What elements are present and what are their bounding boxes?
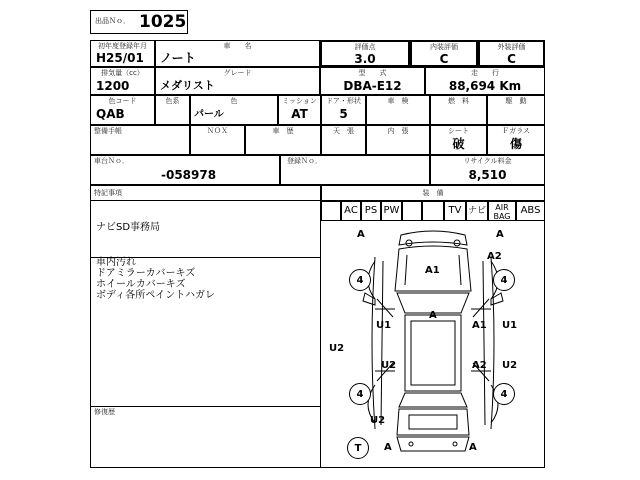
equip-navi: ナビ [466, 201, 488, 221]
service-book-cell [90, 125, 190, 155]
tire-front-left-icon: 4 [349, 269, 371, 291]
color-code-label: 色コード [108, 97, 137, 105]
model-code-label: 型 式 [358, 69, 387, 77]
recycle-fee-label: リサイクル料金 [463, 157, 512, 165]
color-system-label: 色系 [165, 97, 180, 105]
drive-label: 駆 動 [505, 97, 527, 105]
damage-a1-right: A1 [472, 320, 487, 331]
equip-blank-2 [422, 201, 444, 221]
damage-u1-right: U1 [502, 320, 518, 331]
service-book-label: 整備手帳 [94, 127, 122, 135]
front-glass-cell [487, 125, 545, 155]
equip-tv: TV [444, 201, 466, 221]
score-label: 評価点 [354, 43, 376, 51]
damage-u2-left-side: U2 [329, 343, 345, 354]
exterior-grade-cell [478, 40, 545, 67]
remarks-header [90, 185, 321, 201]
damage-rear-left: A [384, 442, 392, 453]
reg-date-value: H25/01 [96, 51, 144, 65]
color-cell [190, 95, 278, 125]
remarks-label: 特記事項 [94, 189, 122, 197]
color-code-cell [90, 95, 155, 125]
transmission-label: ミッション [282, 97, 317, 105]
color-system-cell [155, 95, 190, 125]
transmission-value: AT [291, 107, 308, 121]
damage-rear-right: A [469, 442, 477, 453]
score-cell [320, 40, 410, 67]
damage-front-right: A [496, 229, 504, 240]
equip-airbag: AIR BAG [488, 201, 516, 221]
seat-cell [430, 125, 487, 155]
equip-ps: PS [361, 201, 381, 221]
roof-lining-cell [321, 125, 366, 155]
damage-a2-front-right: A2 [487, 251, 502, 262]
interior-grade-cell [410, 40, 478, 67]
equip-abs: ABS [516, 201, 545, 221]
interior-grade-value: C [439, 52, 449, 66]
remarks-line-5: ボディ各所ペイントハガレ [96, 290, 215, 301]
grade-cell [155, 67, 320, 95]
reg-date-label: 初年度登録年月 [98, 42, 147, 50]
equipment-header [321, 185, 545, 201]
damage-u2-left-door: U2 [381, 360, 397, 371]
damage-a2-right-door: A2 [472, 360, 487, 371]
reg-number-cell [280, 155, 430, 185]
fuel-label: 燃 料 [448, 97, 469, 105]
chassis-label: 車台Ｎｏ． [94, 157, 129, 165]
exterior-grade-label: 外装評価 [497, 43, 526, 51]
nox-label: ＮＯＸ [207, 127, 228, 135]
score-value: 3.0 [354, 52, 376, 66]
model-label: 車 名 [223, 42, 252, 50]
seat-value: 破 [452, 137, 465, 151]
interior-grade-label: 内装評価 [430, 43, 458, 51]
doors-cell [321, 95, 366, 125]
front-glass-value: 傷 [509, 137, 522, 151]
remarks-line-3: ドアミラーカバーキズ [96, 268, 196, 279]
color-code-value: QAB [96, 107, 125, 121]
damage-u1-left: U1 [376, 320, 392, 331]
mileage-cell [425, 67, 545, 95]
equipment-label: 装 備 [422, 189, 444, 197]
recycle-fee-value: 8,510 [468, 168, 507, 182]
remarks-line-1: ナビSD事務局 [96, 222, 161, 233]
transmission-cell [278, 95, 321, 125]
damage-front-left: A [357, 229, 365, 240]
tire-front-right-icon: 4 [493, 269, 515, 291]
grade-label: グレード [223, 69, 252, 77]
repair-history-label: 修復歴 [94, 408, 115, 416]
inspection-cell [366, 95, 430, 125]
equip-ac: AC [341, 201, 361, 221]
reg-number-label: 登録Ｎｏ． [287, 157, 322, 165]
equip-pw: PW [381, 201, 402, 221]
exterior-grade-value: C [507, 52, 516, 66]
fuel-cell [430, 95, 487, 125]
damage-a1-hood: A1 [425, 265, 440, 276]
remarks-line-4: ホイールカバーキズ [96, 279, 186, 290]
recycle-fee-cell [430, 155, 545, 185]
mileage-value: 88,694 Km [448, 79, 522, 93]
roof-lining-label: 天 張 [333, 127, 354, 135]
lot-label: 出品Ｎｏ． [95, 17, 130, 25]
chassis-cell [90, 155, 280, 185]
remarks-line-2: 車内汚れ [96, 257, 136, 268]
grade-value: メダリスト [160, 79, 215, 92]
doors-label: ドア・形状 [326, 97, 361, 105]
tire-rear-right-icon: 4 [493, 383, 515, 405]
model-cell [155, 40, 320, 67]
history-cell [245, 125, 321, 155]
lot-number: 1025 [139, 12, 187, 32]
displacement-cell [90, 67, 155, 95]
seat-label: シート [448, 127, 469, 135]
damage-diagram [321, 221, 545, 468]
interior-lining-cell [366, 125, 430, 155]
model-code-cell [320, 67, 425, 95]
displacement-value: 1200 [96, 79, 130, 93]
doors-value: 5 [339, 107, 348, 121]
model-code-value: DBA-E12 [343, 79, 402, 93]
displacement-label: 排気量（cc） [101, 69, 144, 77]
reg-date-cell [90, 40, 155, 67]
interior-lining-label: 内 張 [387, 127, 409, 135]
lot-box [90, 10, 188, 34]
damage-roof: A [429, 310, 437, 321]
equip-blank-1 [402, 201, 422, 221]
history-label: 車 歴 [272, 127, 294, 135]
mileage-label: 走 行 [471, 69, 499, 77]
color-value: パール [194, 109, 224, 120]
equipment-row [321, 201, 545, 221]
damage-u2-rear: U2 [370, 415, 386, 426]
car-outline-icon [321, 221, 545, 468]
color-label: 色 [230, 97, 238, 105]
repair-history-cell [90, 406, 321, 468]
drive-cell [487, 95, 545, 125]
damage-u2-right: U2 [502, 360, 518, 371]
chassis-value: -058978 [161, 168, 217, 182]
tire-rear-left-icon: 4 [349, 383, 371, 405]
nox-cell [190, 125, 245, 155]
inspection-label: 車 検 [387, 97, 409, 105]
model-value: ノート [160, 51, 196, 65]
trunk-t-icon: T [347, 437, 369, 459]
remarks-area [90, 201, 321, 406]
front-glass-label: Ｆガラス [502, 127, 530, 135]
equip-cell-blank [321, 201, 341, 221]
